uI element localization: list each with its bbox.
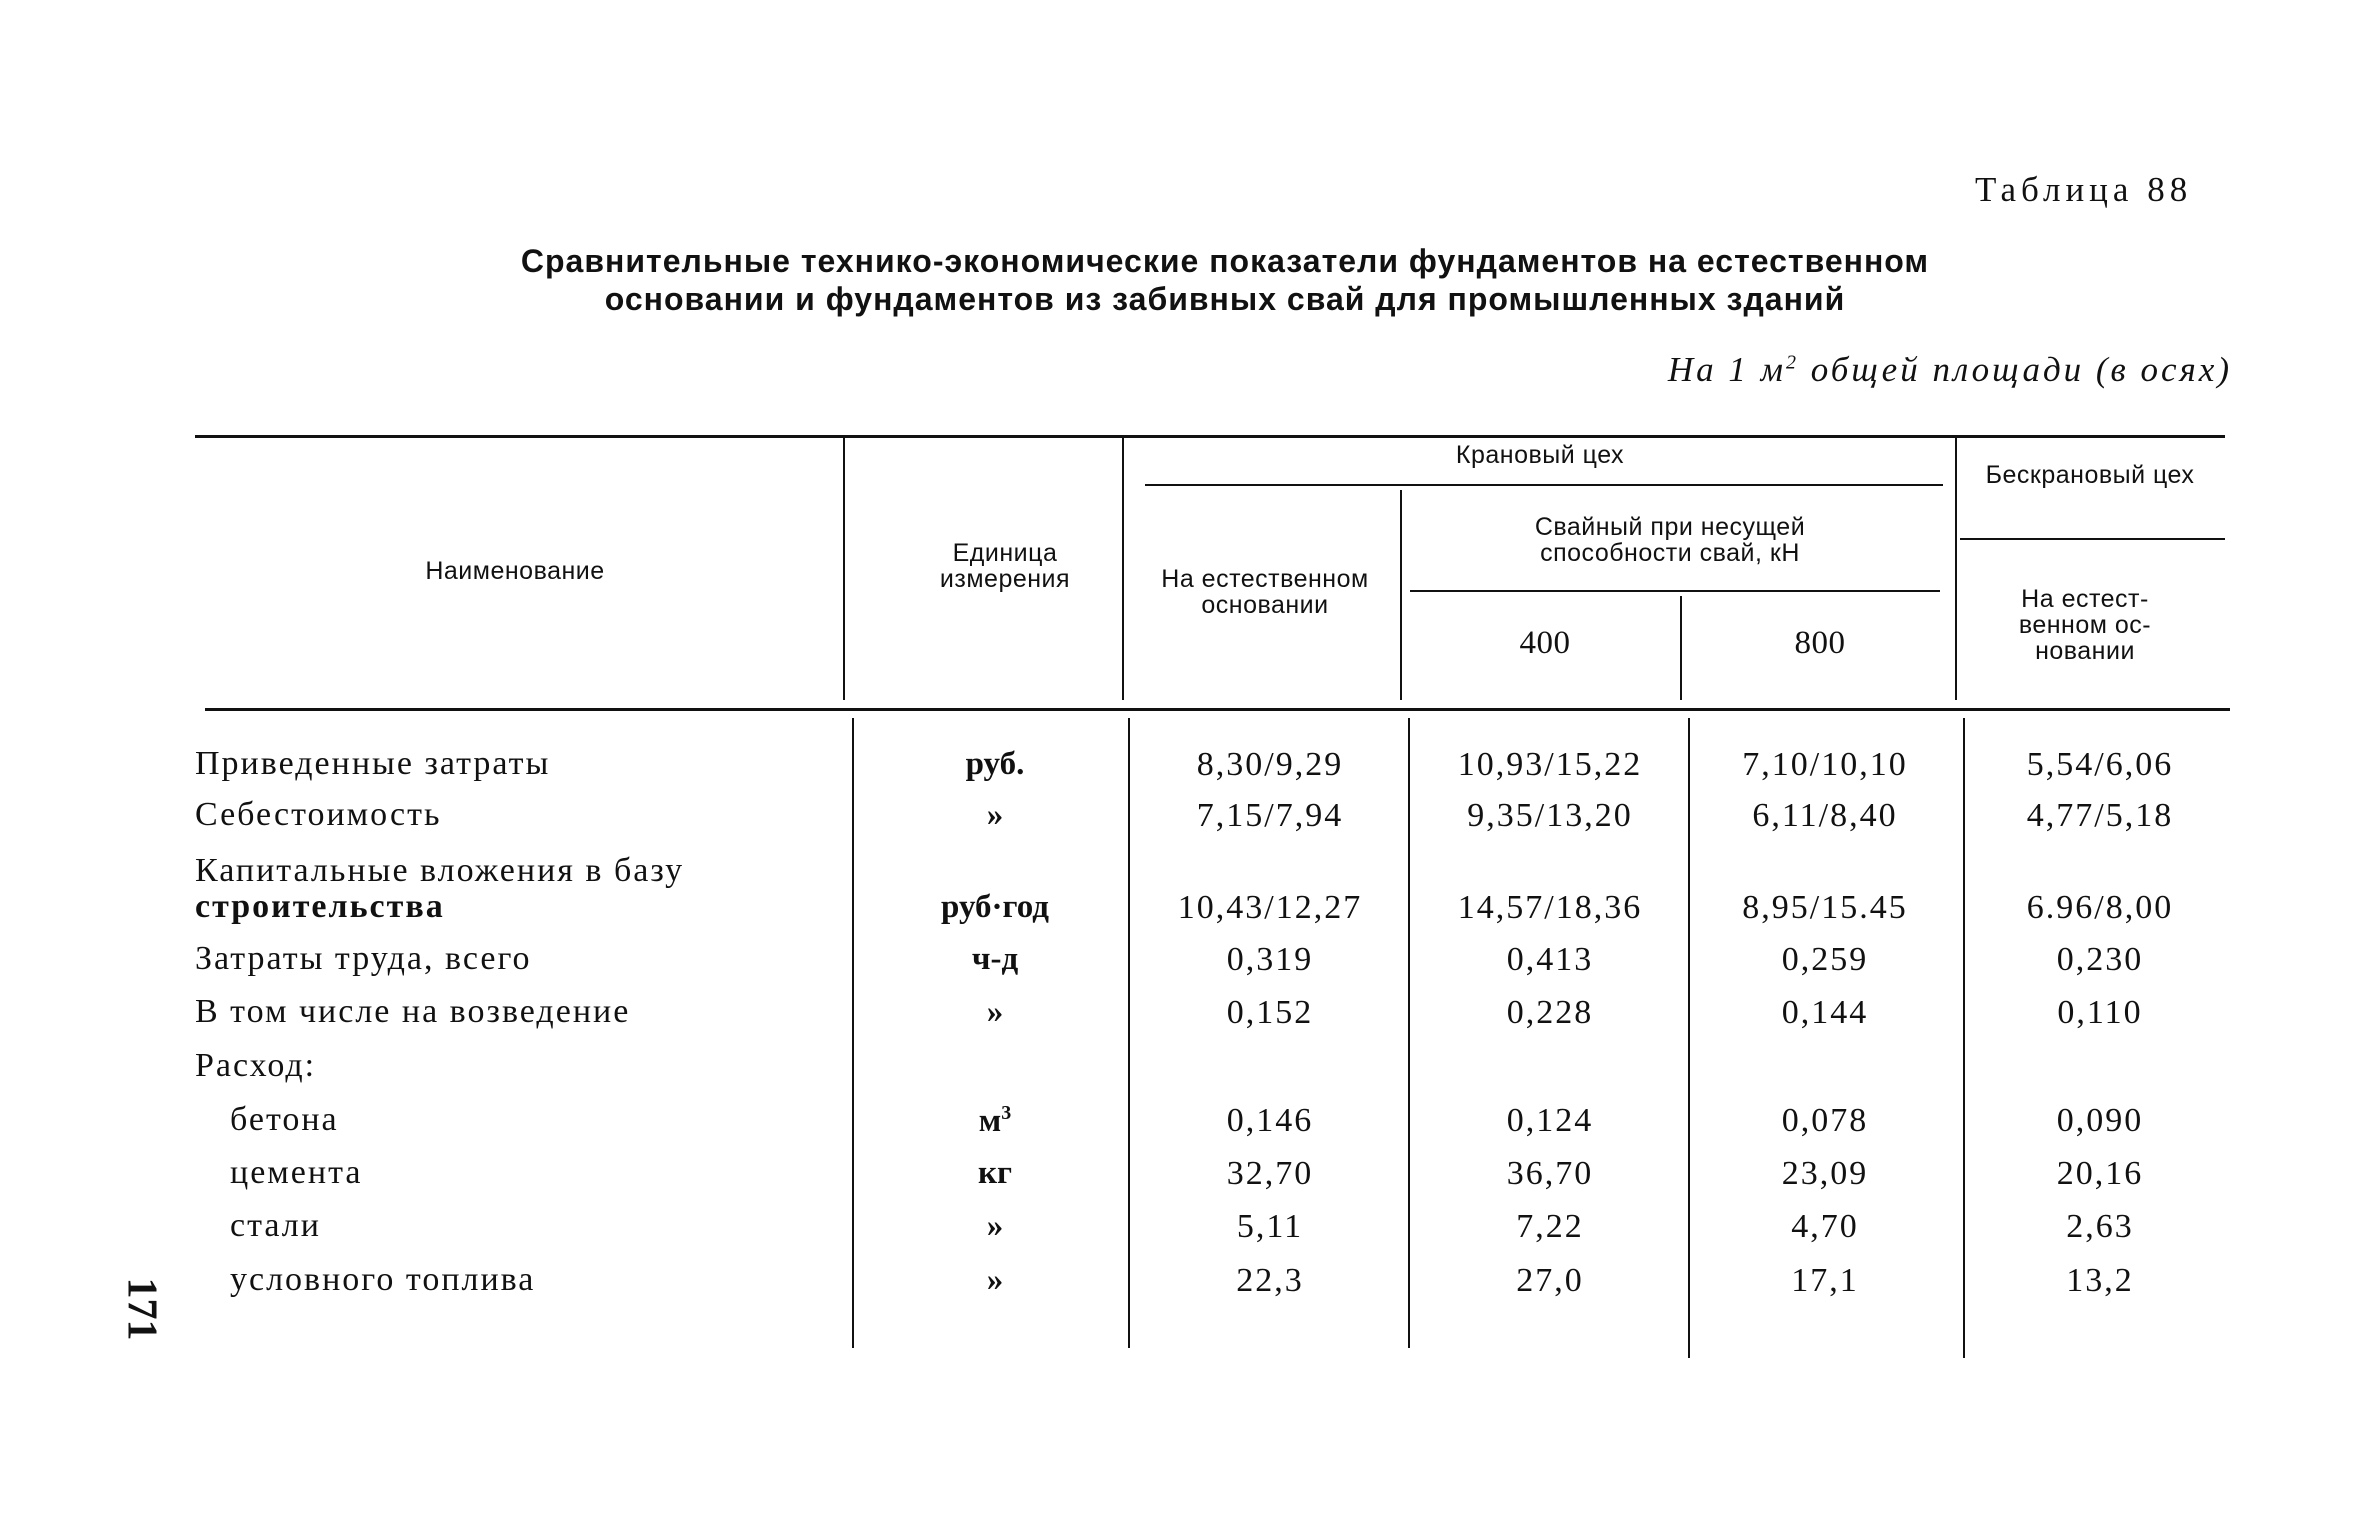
- value-pile-400: 0,413: [1506, 941, 1594, 978]
- row-name: бетона: [230, 1101, 339, 1138]
- value-craneless: 5,54/6,06: [2026, 746, 2174, 783]
- table-label: Таблица 88: [1975, 170, 2193, 209]
- value-craneless: 6.96/8,00: [2026, 889, 2174, 926]
- units-note: [1550, 350, 2232, 390]
- value-craneless: 2,63: [2066, 1208, 2134, 1245]
- table-row: [0, 1102, 2362, 1154]
- value-pile-400: 14,57/18,36: [1457, 889, 1643, 926]
- row-name: Расход:: [195, 1047, 317, 1084]
- value-natural: 0,319: [1226, 941, 1314, 978]
- header-bottom-rule: [205, 708, 2230, 711]
- header-vline-4: [1680, 596, 1682, 700]
- value-pile-400: 27,0: [1516, 1262, 1584, 1299]
- value-craneless: 0,090: [2056, 1102, 2144, 1139]
- value-pile-800: 8,95/15.45: [1742, 889, 1908, 926]
- header-vline-3: [1400, 490, 1402, 700]
- value-pile-800: 4,70: [1791, 1208, 1859, 1245]
- value-craneless: 13,2: [2066, 1262, 2134, 1299]
- value-pile-800: 0,259: [1781, 941, 1869, 978]
- value-pile-800: 6,11/8,40: [1752, 797, 1898, 834]
- value-pile-800: 0,078: [1781, 1102, 1869, 1139]
- value-pile-400: 10,93/15,22: [1457, 746, 1643, 783]
- header-pile: Свайный при несущей способности свай, кН: [1534, 513, 1806, 567]
- units-note-before: На 1 м: [1667, 350, 1786, 389]
- row-name: Затраты труда, всего: [195, 940, 532, 977]
- table-row: [0, 1262, 2362, 1314]
- value-pile-800: 0,144: [1781, 994, 1869, 1031]
- value-pile-400: 9,35/13,20: [1467, 797, 1633, 834]
- units-note-sup: 2: [1786, 351, 1799, 374]
- row-unit: кг: [978, 1155, 1012, 1191]
- unit-base: м: [978, 1103, 1002, 1139]
- unit-sup: 3: [1001, 1102, 1012, 1124]
- header-vline-5: [1955, 438, 1957, 700]
- value-pile-400: 7,22: [1516, 1208, 1584, 1245]
- crane-shop-underline: [1145, 484, 1943, 486]
- value-natural: 8,30/9,29: [1196, 746, 1344, 783]
- header-crane-shop: Крановый цех: [1455, 441, 1625, 469]
- value-pile-400: 36,70: [1506, 1155, 1594, 1192]
- row-name: В том числе на возведение: [195, 993, 631, 1030]
- table-row: [0, 1208, 2362, 1260]
- row-unit: [900, 1102, 1090, 1140]
- units-note-after: общей площади (в осях): [1799, 350, 2232, 389]
- craneless-underline: [1960, 538, 2225, 540]
- title-line-2: основании и фундаментов из забивных свай для промышленных зданий: [604, 281, 1846, 317]
- header-craneless-shop: Бескрановый цех: [1985, 461, 2195, 489]
- value-pile-800: 23,09: [1781, 1155, 1869, 1192]
- row-unit: руб.: [965, 746, 1025, 782]
- header-craneless-natural: На естест-венном ос-новании: [2018, 585, 2152, 665]
- value-pile-800: 7,10/10,10: [1742, 746, 1908, 783]
- header-pile-800: 800: [1794, 625, 1846, 661]
- header-name: Наименование: [425, 557, 605, 585]
- table-row: [0, 797, 2362, 849]
- table-row: [0, 1155, 2362, 1207]
- header-vline-2: [1122, 438, 1124, 700]
- value-pile-400: 0,124: [1506, 1102, 1594, 1139]
- row-unit: »: [986, 1262, 1004, 1298]
- row-name: условного топлива: [230, 1261, 536, 1298]
- row-unit: руб·год: [941, 889, 1049, 925]
- value-natural: 7,15/7,94: [1196, 797, 1344, 834]
- row-unit: »: [986, 1208, 1004, 1244]
- row-name-line-2: строительства: [195, 888, 445, 925]
- table-row: [0, 941, 2362, 993]
- row-unit: »: [986, 994, 1004, 1030]
- value-craneless: 4,77/5,18: [2026, 797, 2174, 834]
- value-natural: 22,3: [1236, 1262, 1304, 1299]
- header-unit: Единица измерения: [939, 539, 1071, 593]
- value-natural: 32,70: [1226, 1155, 1314, 1192]
- value-natural: 10,43/12,27: [1177, 889, 1363, 926]
- value-natural: 0,146: [1226, 1102, 1314, 1139]
- header-natural-base: На естественном основании: [1161, 565, 1369, 619]
- value-pile-800: 17,1: [1791, 1262, 1859, 1299]
- table-top-rule: [195, 435, 2225, 438]
- table-row: [0, 853, 2362, 933]
- value-pile-400: 0,228: [1506, 994, 1594, 1031]
- table-row: [0, 994, 2362, 1046]
- row-name: цемента: [230, 1154, 363, 1191]
- page-number: 171: [118, 1277, 165, 1341]
- value-craneless: 20,16: [2056, 1155, 2144, 1192]
- table-row: [0, 746, 2362, 798]
- row-name: стали: [230, 1207, 321, 1244]
- row-unit: ч-д: [971, 941, 1019, 977]
- value-craneless: 0,110: [2057, 994, 2143, 1031]
- header-vline-1: [843, 438, 845, 700]
- header-pile-400: 400: [1519, 625, 1571, 661]
- title-line-1: Сравнительные технико-экономические показатели фундаментов на естественном: [520, 243, 1930, 279]
- value-natural: 0,152: [1226, 994, 1314, 1031]
- row-name: [195, 853, 684, 925]
- table-row: [0, 1048, 2362, 1100]
- value-natural: 5,11: [1236, 1208, 1304, 1245]
- row-name: Приведенные затраты: [195, 745, 551, 782]
- table-title: [450, 242, 2000, 318]
- value-craneless: 0,230: [2056, 941, 2144, 978]
- row-name-line-1: Капитальные вложения в базу: [195, 852, 685, 889]
- row-name: Себестоимость: [195, 796, 442, 833]
- pile-underline: [1410, 590, 1940, 592]
- row-unit: »: [986, 797, 1004, 833]
